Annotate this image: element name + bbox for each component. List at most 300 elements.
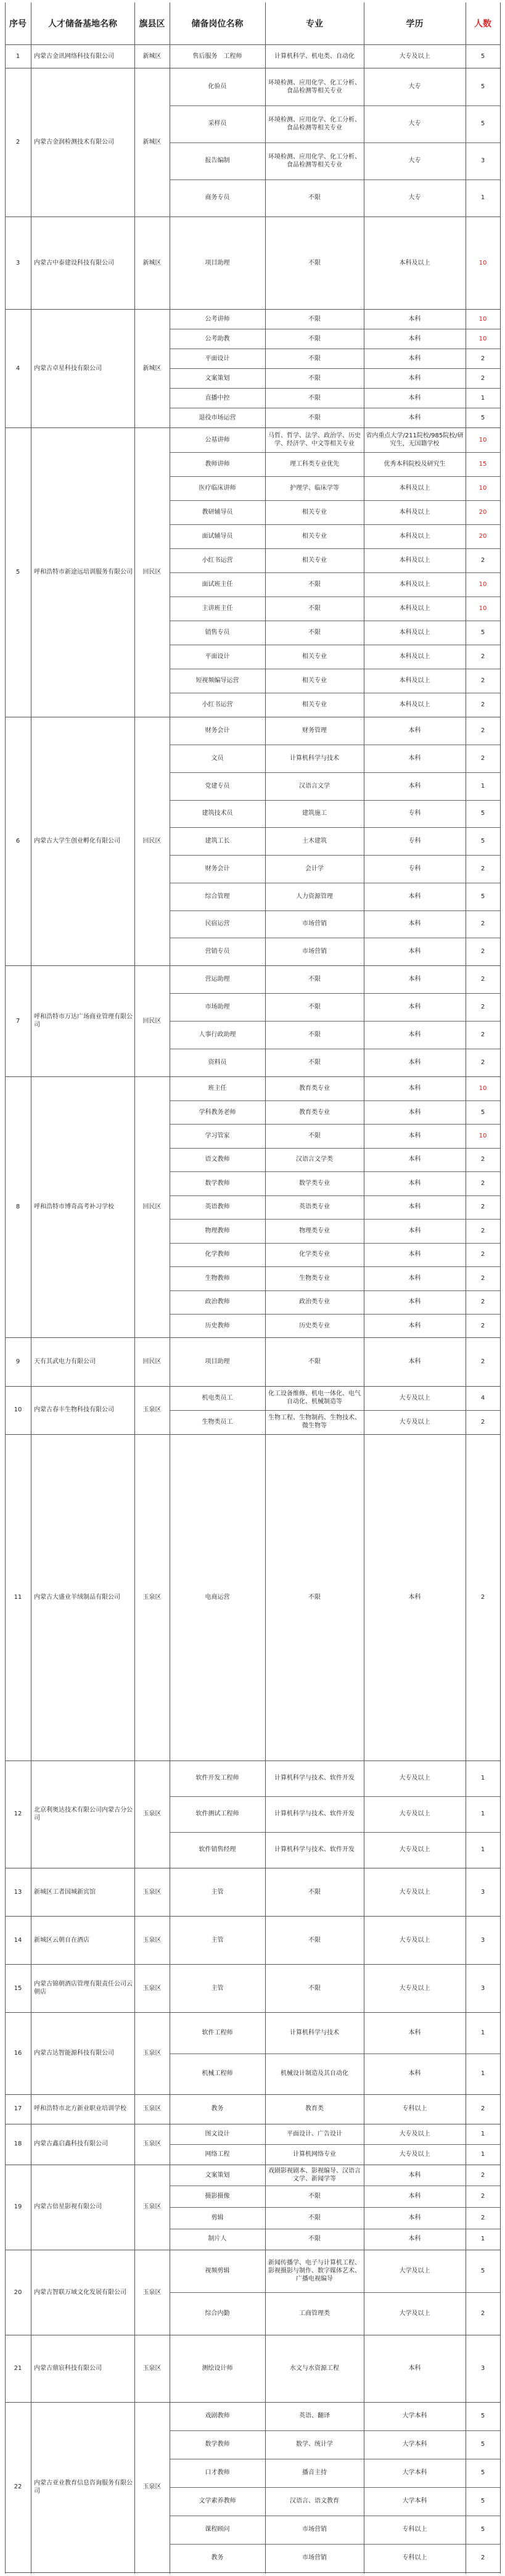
- education-cell: 优秀本科院校及研究生: [384, 460, 446, 468]
- post-cell: 学科教务老师: [199, 1108, 236, 1116]
- education-cell: 本科: [408, 355, 421, 362]
- post-cell: 英语教师: [205, 1203, 230, 1211]
- major-cell: 生物工程、生物制药、生物技术、微生物等: [268, 1414, 361, 1430]
- major-cell: 计算机科学与技术、软件开发: [274, 1775, 355, 1782]
- post-cell: 图文设计: [205, 2130, 230, 2137]
- unit-name-cell: 内蒙古鼎宸科技有限公司: [34, 2364, 102, 2372]
- post-cell: 资料员: [208, 1059, 227, 1067]
- seq-cell: 2: [15, 139, 20, 146]
- major-cell: 政治类专业: [299, 1298, 330, 1306]
- district-cell: 玉泉区: [142, 1810, 162, 1818]
- major-cell: 不限: [308, 259, 321, 266]
- education-cell: 本科: [408, 1274, 421, 1282]
- count-cell: 1: [480, 1846, 485, 1854]
- count-cell: 2: [480, 2171, 485, 2179]
- education-cell: 本科: [408, 1059, 421, 1067]
- district-cell: 玉泉区: [142, 1593, 162, 1601]
- table-bottom-border: [5, 2572, 500, 2573]
- education-cell: 本科: [408, 2364, 421, 2372]
- major-cell: 不限: [308, 1984, 321, 1992]
- seq-cell: 6: [15, 838, 20, 845]
- education-cell: 本科: [408, 1203, 421, 1211]
- major-cell: 不限: [308, 976, 321, 983]
- count-cell: 2: [480, 653, 485, 661]
- post-cell: 面试班主任: [202, 580, 233, 588]
- count-cell: 1: [480, 394, 485, 402]
- major-cell: 不限: [308, 1059, 321, 1067]
- major-cell: 新闻传播学、电子与计算机工程、影视摄影与制作、数字媒体艺术、广播电视编导: [268, 2260, 361, 2283]
- seq-cell: 8: [15, 1203, 20, 1211]
- post-cell: 采样员: [208, 120, 227, 128]
- unit-name-cell: 内蒙古锦朝酒店管理有限责任公司云朝店: [34, 1981, 133, 1996]
- unit-name-cell: 内蒙古达智能源科技有限公司: [34, 2050, 114, 2057]
- major-cell: 不限: [308, 2214, 321, 2221]
- major-cell: 市场营销: [302, 920, 327, 928]
- major-cell: 相关专业: [302, 701, 327, 709]
- education-cell: 本科及以上: [399, 580, 430, 588]
- post-cell: 小红书运营: [202, 701, 233, 709]
- post-cell: 公考助教: [205, 335, 230, 342]
- major-cell: 不限: [308, 1936, 321, 1944]
- column-divider: [134, 2, 135, 2574]
- district-cell: 玉泉区: [142, 2364, 162, 2372]
- education-cell: 大专及以上: [399, 1846, 430, 1854]
- count-cell: 5: [480, 83, 485, 90]
- column-divider: [5, 2, 6, 2574]
- unit-name-cell: 内蒙古智联万域文化发展有限公司: [34, 2289, 126, 2296]
- unit-name-cell: 新城区工者国城新宾馆: [34, 1888, 96, 1896]
- education-cell: 大专及以上: [399, 1810, 430, 1818]
- major-cell: 相关专业: [302, 532, 327, 540]
- education-cell: 专科: [408, 865, 421, 872]
- post-cell: 化验员: [208, 83, 227, 90]
- count-cell: 5: [480, 2469, 485, 2477]
- post-cell: 戏剧教师: [205, 2413, 230, 2420]
- major-cell: 汉语言文学类: [296, 1156, 333, 1163]
- count-cell: 2: [480, 1059, 485, 1067]
- count-cell: 2: [480, 1004, 485, 1011]
- seq-cell: 17: [14, 2105, 22, 2113]
- education-cell: 本科: [408, 2171, 421, 2179]
- count-cell: 2: [480, 556, 485, 564]
- district-cell: 回民区: [142, 569, 162, 576]
- count-cell: 5: [480, 629, 485, 637]
- post-cell: 摄影摄像: [205, 2193, 230, 2200]
- unit-name-cell: 内蒙古卓星科技有限公司: [34, 365, 102, 372]
- post-cell: 物理教师: [205, 1227, 230, 1234]
- post-cell: 生物教师: [205, 1274, 230, 1282]
- major-cell: 不限: [308, 315, 321, 323]
- education-cell: 本科: [408, 893, 421, 900]
- major-cell: 机械设计制造及其自动化: [281, 2070, 348, 2078]
- major-cell: 不限: [308, 2193, 321, 2200]
- post-cell: 软件开发工程师: [195, 1775, 239, 1782]
- post-cell: 面试辅导员: [202, 532, 233, 540]
- education-cell: 专科以上: [402, 2526, 427, 2533]
- post-cell: 教务: [211, 2554, 224, 2562]
- post-cell: 小红书运营: [202, 556, 233, 564]
- major-cell: 历史类专业: [299, 1322, 330, 1329]
- major-cell: 化工设备维修、机电一体化、电气自动化、机械制造等: [268, 1390, 361, 1406]
- post-cell: 主管: [211, 1984, 224, 1992]
- education-cell: 本科: [408, 782, 421, 790]
- education-cell: 大专: [408, 83, 421, 90]
- major-cell: 播音主持: [302, 2469, 327, 2477]
- count-cell: 5: [480, 2268, 485, 2275]
- seq-cell: 22: [14, 2483, 22, 2491]
- header-count: 人数: [474, 19, 491, 29]
- post-cell: 综合内勤: [205, 2310, 230, 2318]
- post-cell: 商务专员: [205, 194, 230, 202]
- post-cell: 营销专员: [205, 948, 230, 956]
- post-cell: 生物类员工: [202, 1418, 233, 1426]
- count-cell: 5: [480, 838, 485, 845]
- count-cell: 2: [480, 1298, 485, 1306]
- education-cell: 大专: [408, 157, 421, 165]
- education-cell: 本科及以上: [399, 677, 430, 685]
- count-cell: 2: [480, 727, 485, 735]
- major-cell: 数学类专业: [299, 1179, 330, 1187]
- count-cell: 5: [480, 2498, 485, 2505]
- column-divider: [265, 2, 266, 2574]
- education-cell: 本科及以上: [399, 629, 430, 637]
- major-cell: 水文与水资源工程: [290, 2364, 339, 2372]
- count-cell: 10: [478, 484, 487, 492]
- major-cell: 不限: [308, 414, 321, 421]
- education-cell: 专科以上: [402, 2105, 427, 2113]
- seq-cell: 7: [15, 1017, 20, 1025]
- education-cell: 专科: [408, 838, 421, 845]
- post-cell: 软件工程师: [202, 2029, 233, 2036]
- post-cell: 公考讲师: [205, 315, 230, 323]
- count-cell: 2: [480, 1418, 485, 1426]
- unit-name-cell: 呼和浩特市北方新业职业培训学校: [34, 2105, 126, 2113]
- count-cell: 2: [480, 920, 485, 928]
- education-cell: 大专及以上: [399, 2150, 430, 2158]
- education-cell: 大专及以上: [399, 2130, 430, 2137]
- post-cell: 制片人: [208, 2235, 227, 2243]
- education-cell: 本科及以上: [399, 508, 430, 516]
- post-cell: 营运助理: [205, 976, 230, 983]
- education-cell: 大专: [408, 120, 421, 128]
- unit-name-cell: 内蒙古鑫启鑫科技有限公司: [34, 2140, 108, 2148]
- major-cell: 计算机科学与技术: [290, 754, 339, 762]
- post-cell: 软件销售经理: [199, 1846, 236, 1854]
- education-cell: 本科及以上: [399, 532, 430, 540]
- education-cell: 本科: [408, 394, 421, 402]
- major-cell: 不限: [308, 394, 321, 402]
- seq-cell: 5: [15, 569, 20, 576]
- post-cell: 党建专员: [205, 782, 230, 790]
- post-cell: 文学素养教师: [199, 2498, 236, 2505]
- education-cell: 大专及以上: [399, 1888, 430, 1896]
- post-cell: 数学教师: [205, 2441, 230, 2448]
- education-cell: 本科: [408, 2070, 421, 2078]
- post-cell: 直播中控: [205, 394, 230, 402]
- district-cell: 玉泉区: [142, 1984, 162, 1992]
- education-cell: 专科以上: [402, 2554, 427, 2562]
- district-cell: 玉泉区: [142, 2105, 162, 2113]
- count-cell: 10: [478, 436, 487, 444]
- education-cell: 本科: [408, 1031, 421, 1039]
- post-cell: 平面设计: [205, 653, 230, 661]
- post-cell: 民宿运营: [205, 920, 230, 928]
- count-cell: 5: [480, 2413, 485, 2420]
- count-cell: 3: [480, 1888, 485, 1896]
- major-cell: 相关专业: [302, 556, 327, 564]
- count-cell: 10: [478, 315, 487, 323]
- post-cell: 机电类员工: [202, 1394, 233, 1402]
- post-cell: 历史教师: [205, 1322, 230, 1329]
- education-cell: 本科及以上: [399, 653, 430, 661]
- count-cell: 2: [480, 2310, 485, 2318]
- major-cell: 理工科类专业优先: [290, 460, 339, 468]
- education-cell: 本科及以上: [399, 701, 430, 709]
- count-cell: 1: [480, 2130, 485, 2137]
- count-cell: 1: [480, 194, 485, 202]
- header-divider: [5, 44, 500, 45]
- count-cell: 3: [480, 2364, 485, 2372]
- major-cell: 不限: [308, 580, 321, 588]
- education-cell: 大专及以上: [399, 1936, 430, 1944]
- seq-cell: 4: [15, 365, 20, 372]
- count-cell: 1: [480, 2070, 485, 2078]
- count-cell: 3: [480, 157, 485, 165]
- education-cell: 本科: [408, 1298, 421, 1306]
- post-cell: 软件测试工程师: [195, 1810, 239, 1818]
- major-cell: 教育类: [305, 2105, 324, 2113]
- district-cell: 玉泉区: [142, 1936, 162, 1944]
- unit-name-cell: 内蒙古大学生创业孵化有限公司: [34, 838, 120, 845]
- education-cell: 本科: [408, 2193, 421, 2200]
- major-cell: 不限: [308, 629, 321, 637]
- major-cell: 计算机科学与技术、软件开发: [274, 1810, 355, 1818]
- header-major: 专业: [306, 19, 323, 29]
- education-cell: 本科及以上: [399, 259, 430, 266]
- major-cell: 物理类专业: [299, 1227, 330, 1234]
- post-cell: 班主任: [208, 1085, 227, 1092]
- major-cell: 不限: [308, 1888, 321, 1896]
- unit-name-cell: 内蒙古中泰建设科技有限公司: [34, 259, 114, 266]
- unit-name-cell: 内蒙古大盛业羊绒制品有限公司: [34, 1593, 120, 1601]
- post-cell: 教研辅导员: [202, 508, 233, 516]
- education-cell: 本科: [408, 1132, 421, 1139]
- header-unit: 人才储备基地名称: [48, 19, 117, 29]
- major-cell: 平面设计、广告设计: [287, 2130, 342, 2137]
- education-cell: 本科: [408, 315, 421, 323]
- count-cell: 4: [480, 1394, 485, 1402]
- education-cell: 大学本科: [402, 2469, 427, 2477]
- seq-cell: 9: [15, 1358, 20, 1366]
- education-cell: 本科: [408, 1004, 421, 1011]
- post-cell: 医疗临床讲师: [199, 484, 236, 492]
- post-cell: 公基讲师: [205, 436, 230, 444]
- post-cell: 视频剪辑: [205, 2268, 230, 2275]
- major-cell: 不限: [308, 1132, 321, 1139]
- count-cell: 2: [480, 754, 485, 762]
- seq-cell: 11: [14, 1593, 22, 1601]
- count-cell: 20: [478, 532, 487, 540]
- unit-name-cell: 天有其武电力有限公司: [34, 1358, 96, 1366]
- unit-name-cell: 内蒙古金讯网络科技有限公司: [34, 52, 114, 60]
- count-cell: 1: [480, 782, 485, 790]
- count-cell: 10: [478, 605, 487, 612]
- post-cell: 项目助理: [205, 1358, 230, 1366]
- post-cell: 口才教师: [205, 2469, 230, 2477]
- post-cell: 主讲班主任: [202, 605, 233, 612]
- post-cell: 售后服务 工程师: [192, 52, 242, 60]
- seq-cell: 14: [14, 1936, 22, 1944]
- count-cell: 2: [480, 1156, 485, 1163]
- post-cell: 电商运营: [205, 1593, 230, 1601]
- post-cell: 人事行政助理: [199, 1031, 236, 1039]
- unit-name-cell: 内蒙古亚业教育信息咨询服务有限公司: [34, 2479, 133, 2495]
- major-cell: 不限: [308, 1358, 321, 1366]
- district-cell: 回民区: [142, 1358, 162, 1366]
- post-cell: 学习管家: [205, 1132, 230, 1139]
- major-cell: 汉语言文学: [299, 782, 330, 790]
- major-cell: 相关专业: [302, 677, 327, 685]
- count-cell: 10: [478, 335, 487, 342]
- post-cell: 财务会计: [205, 865, 230, 872]
- count-cell: 5: [480, 2441, 485, 2448]
- count-cell: 1: [480, 1810, 485, 1818]
- major-cell: 环境检测、应用化学、化工分析、食品检测等相关专业: [268, 153, 361, 168]
- education-cell: 本科: [408, 2214, 421, 2221]
- count-cell: 2: [480, 701, 485, 709]
- count-cell: 2: [480, 677, 485, 685]
- major-cell: 计算机科学、机电类、自动化: [274, 52, 355, 60]
- seq-cell: 21: [14, 2364, 22, 2372]
- major-cell: 不限: [308, 374, 321, 382]
- education-cell: 本科: [408, 920, 421, 928]
- education-cell: 大学及以上: [399, 2268, 430, 2275]
- education-cell: 本科: [408, 2029, 421, 2036]
- column-divider: [500, 2, 501, 2574]
- major-cell: 工商管理类: [299, 2310, 330, 2318]
- district-cell: 新城区: [142, 365, 162, 372]
- seq-cell: 18: [14, 2140, 22, 2148]
- post-cell: 建筑技术员: [202, 810, 233, 817]
- district-cell: 玉泉区: [142, 2140, 162, 2148]
- count-cell: 10: [478, 1085, 487, 1092]
- post-cell: 网络工程: [205, 2150, 230, 2158]
- major-cell: 生物类专业: [299, 1274, 330, 1282]
- post-cell: 文员: [211, 754, 224, 762]
- post-cell: 机械工程师: [202, 2070, 233, 2078]
- major-cell: 化学类专业: [299, 1251, 330, 1258]
- count-cell: 5: [480, 2526, 485, 2533]
- major-cell: 不限: [308, 1004, 321, 1011]
- count-cell: 5: [480, 1108, 485, 1116]
- post-cell: 文案策划: [205, 374, 230, 382]
- count-cell: 2: [480, 1251, 485, 1258]
- count-cell: 2: [480, 1031, 485, 1039]
- unit-name-cell: 北京利奥达技术有限公司内蒙古分公司: [34, 1806, 133, 1822]
- count-cell: 1: [480, 2150, 485, 2158]
- unit-name-cell: 内蒙古春丰生物科技有限公司: [34, 1406, 114, 1414]
- count-cell: 2: [480, 1593, 485, 1601]
- seq-cell: 3: [15, 259, 20, 266]
- count-cell: 5: [480, 810, 485, 817]
- count-cell: 5: [480, 414, 485, 421]
- major-cell: 市场营销: [302, 2554, 327, 2562]
- major-cell: 戏剧影视剧本、影视编导、汉语言文学、新闻学等: [268, 2168, 361, 2183]
- district-cell: 玉泉区: [142, 1406, 162, 1414]
- seq-cell: 16: [14, 2050, 22, 2057]
- education-cell: 本科: [408, 1156, 421, 1163]
- district-cell: 回民区: [142, 1203, 162, 1211]
- education-cell: 本科: [408, 1251, 421, 1258]
- major-cell: 数学、统计学: [296, 2441, 333, 2448]
- education-cell: 本科: [408, 374, 421, 382]
- major-cell: 计算机科学与技术: [290, 2029, 339, 2036]
- unit-name-cell: 呼和浩特市新途远培训服务有限公司: [34, 569, 133, 576]
- major-cell: 不限: [308, 2235, 321, 2243]
- seq-cell: 1: [15, 52, 20, 60]
- count-cell: 2: [480, 976, 485, 983]
- education-cell: 大专及以上: [399, 1418, 430, 1426]
- count-cell: 2: [480, 948, 485, 956]
- post-cell: 主管: [211, 1888, 224, 1896]
- seq-cell: 15: [14, 1984, 22, 1992]
- unit-name-cell: 呼和浩特市万达广场商业管理有限公司: [34, 1013, 133, 1029]
- post-cell: 剪辑: [211, 2214, 224, 2221]
- post-cell: 项目助理: [205, 259, 230, 266]
- post-cell: 测绘设计师: [202, 2364, 233, 2372]
- major-cell: 环境检测、应用化学、化工分析、食品检测等相关专业: [268, 79, 361, 94]
- count-cell: 1: [480, 2235, 485, 2243]
- district-cell: 玉泉区: [142, 2483, 162, 2491]
- district-cell: 玉泉区: [142, 2203, 162, 2211]
- count-cell: 2: [480, 374, 485, 382]
- count-cell: 2: [480, 1203, 485, 1211]
- count-cell: 2: [480, 1274, 485, 1282]
- education-cell: 本科: [408, 1358, 421, 1366]
- education-cell: 大专: [408, 194, 421, 202]
- education-cell: 本科: [408, 754, 421, 762]
- major-cell: 土木建筑: [302, 838, 327, 845]
- major-cell: 相关专业: [302, 508, 327, 516]
- post-cell: 教务: [211, 2105, 224, 2113]
- education-cell: 本科: [408, 1085, 421, 1092]
- header-post: 储备岗位名称: [191, 19, 244, 29]
- major-cell: 会计学: [305, 865, 324, 872]
- education-cell: 大学本科: [402, 2498, 427, 2505]
- seq-cell: 13: [14, 1888, 22, 1896]
- post-cell: 数学教师: [205, 1179, 230, 1187]
- header-edu: 学历: [406, 19, 424, 29]
- post-cell: 市场助理: [205, 1004, 230, 1011]
- education-cell: 本科: [408, 727, 421, 735]
- count-cell: 2: [480, 2214, 485, 2221]
- major-cell: 建筑施工: [302, 810, 327, 817]
- education-cell: 本科: [408, 976, 421, 983]
- count-cell: 2: [480, 1179, 485, 1187]
- count-cell: 2: [480, 865, 485, 872]
- education-cell: 本科及以上: [399, 484, 430, 492]
- major-cell: 市场营销: [302, 948, 327, 956]
- post-cell: 报告编制: [205, 157, 230, 165]
- count-cell: 3: [480, 1936, 485, 1944]
- major-cell: 不限: [308, 605, 321, 612]
- education-cell: 本科: [408, 1322, 421, 1329]
- seq-cell: 10: [14, 1406, 22, 1414]
- post-cell: 课程顾问: [205, 2526, 230, 2533]
- major-cell: 不限: [308, 355, 321, 362]
- seq-cell: 19: [14, 2203, 22, 2211]
- post-cell: 建筑工长: [205, 838, 230, 845]
